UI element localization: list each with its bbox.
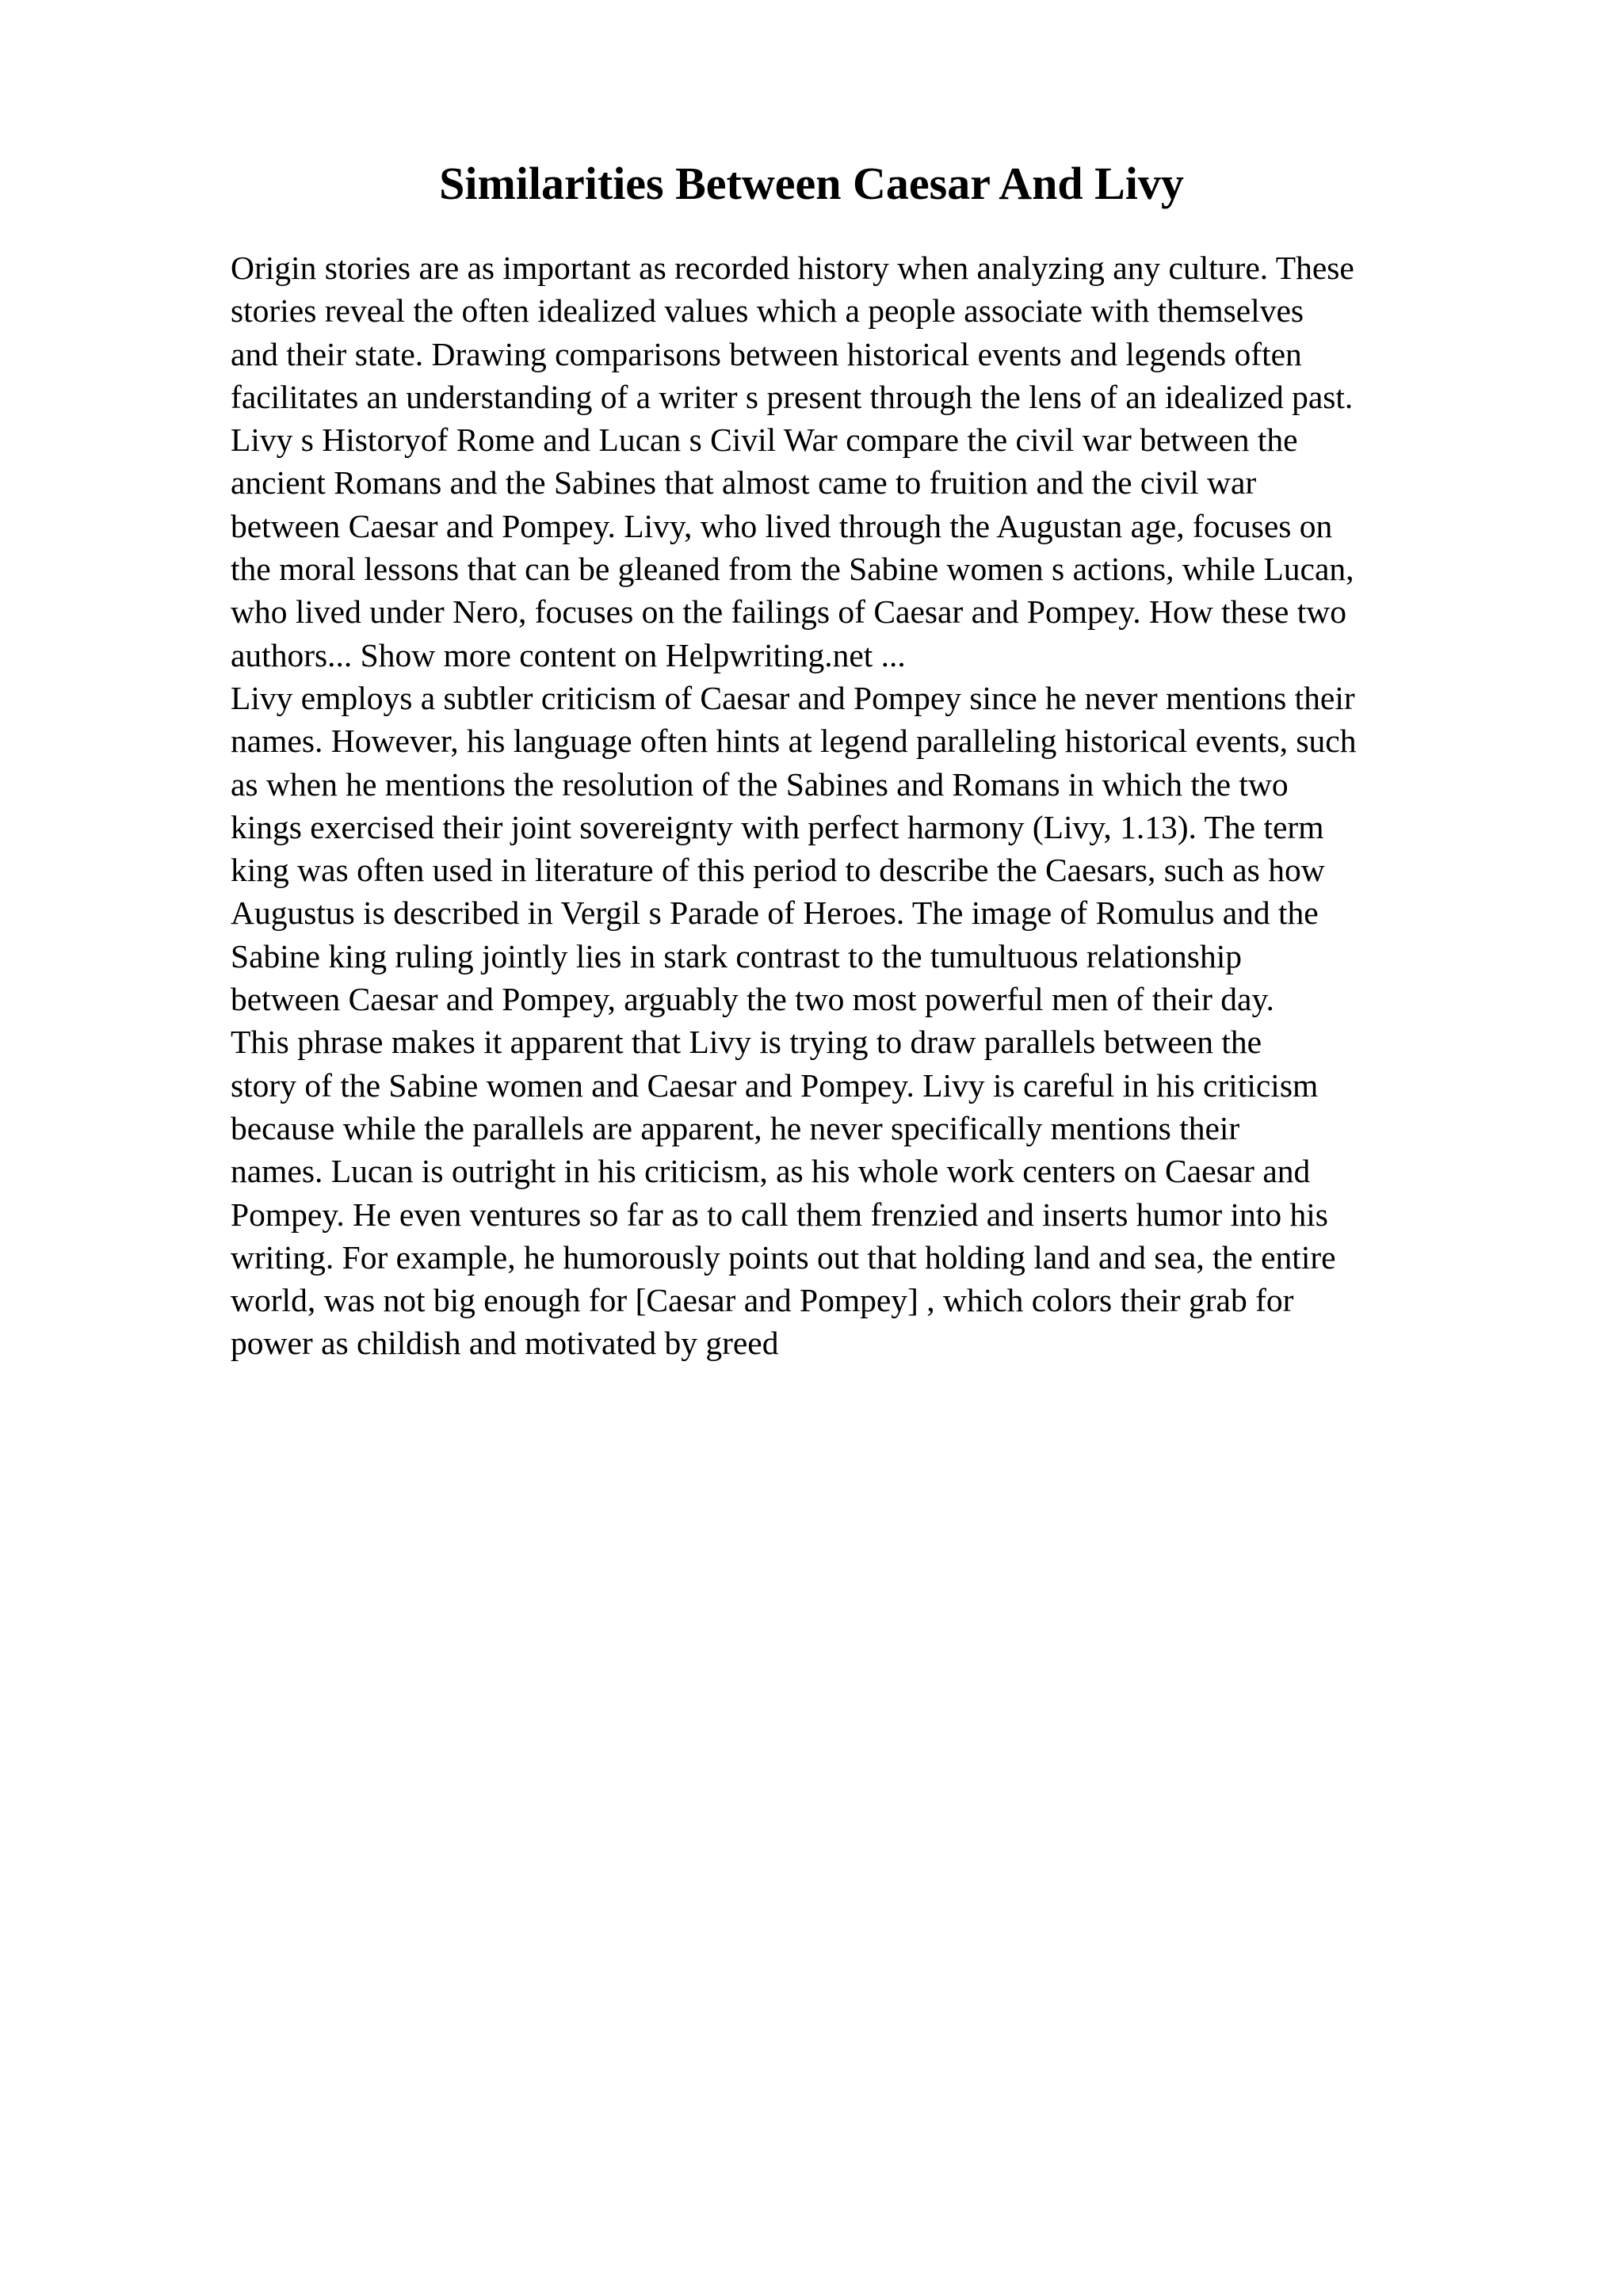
body-line: as when he mentions the resolution of the Sabines and Romans in which the two: [231, 765, 1289, 803]
body-line: Pompey. He even ventures so far as to call them frenzied and inserts humor into his: [231, 1196, 1328, 1233]
body-line: authors... Show more content on Helpwriting.net ...: [231, 636, 906, 673]
body-line: facilitates an understanding of a writer s present through the lens of an idealized past.: [231, 378, 1354, 415]
body-line: and their state. Drawing comparisons between historical events and legends often: [231, 335, 1302, 372]
body-line: between Caesar and Pompey, arguably the two most powerful men of their day.: [231, 981, 1274, 1018]
body-line: who lived under Nero, focuses on the failings of Caesar and Pompey. How these two: [231, 593, 1346, 631]
body-line: Sabine king ruling jointly lies in stark contrast to the tumultuous relationship: [231, 937, 1242, 974]
document-body: [231, 246, 1546, 1365]
body-line: Augustus is described in Vergil s Parade of Heroes. The image of Romulus and the: [231, 894, 1319, 932]
body-line: writing. For example, he humorously points out that holding land and sea, the entire: [231, 1238, 1336, 1276]
body-line: Livy s Historyof Rome and Lucan s Civil War compare the civil war between the: [231, 421, 1298, 459]
body-line: king was often used in literature of this period to describe the Caesars, such as how: [231, 852, 1325, 889]
body-line: names. However, his language often hints at legend paralleling historical events, such: [231, 723, 1357, 760]
body-line: Livy employs a subtler criticism of Caesar and Pompey since he never mentions their: [231, 679, 1355, 716]
body-line: between Caesar and Pompey. Livy, who lived through the Augustan age, focuses on: [231, 507, 1333, 544]
body-line: power as childish and motivated by greed: [231, 1325, 779, 1362]
body-line: ancient Romans and the Sabines that almost came to fruition and the civil war: [231, 464, 1257, 502]
body-line: This phrase makes it apparent that Livy is trying to draw parallels between the: [231, 1024, 1262, 1061]
body-line: story of the Sabine women and Caesar and Pompey. Livy is careful in his criticism: [231, 1066, 1319, 1104]
body-line: the moral lessons that can be gleaned from the Sabine women s actions, while Lucan,: [231, 551, 1354, 588]
body-line: world, was not big enough for [Caesar and Pompey] , which colors their grab for: [231, 1282, 1294, 1319]
body-line: kings exercised their joint sovereignty with perfect harmony (Livy, 1.13). The term: [231, 808, 1324, 845]
body-line: names. Lucan is outright in his criticism, as his whole work centers on Caesar and: [231, 1153, 1311, 1190]
document-title: Similarities Between Caesar And Livy: [439, 158, 1184, 209]
body-line: because while the parallels are apparent, he never specifically mentions their: [231, 1109, 1240, 1146]
body-line: Origin stories are as important as recorded history when analyzing any culture. These: [231, 250, 1354, 286]
body-line: stories reveal the often idealized values which a people associate with themselves: [231, 292, 1304, 330]
